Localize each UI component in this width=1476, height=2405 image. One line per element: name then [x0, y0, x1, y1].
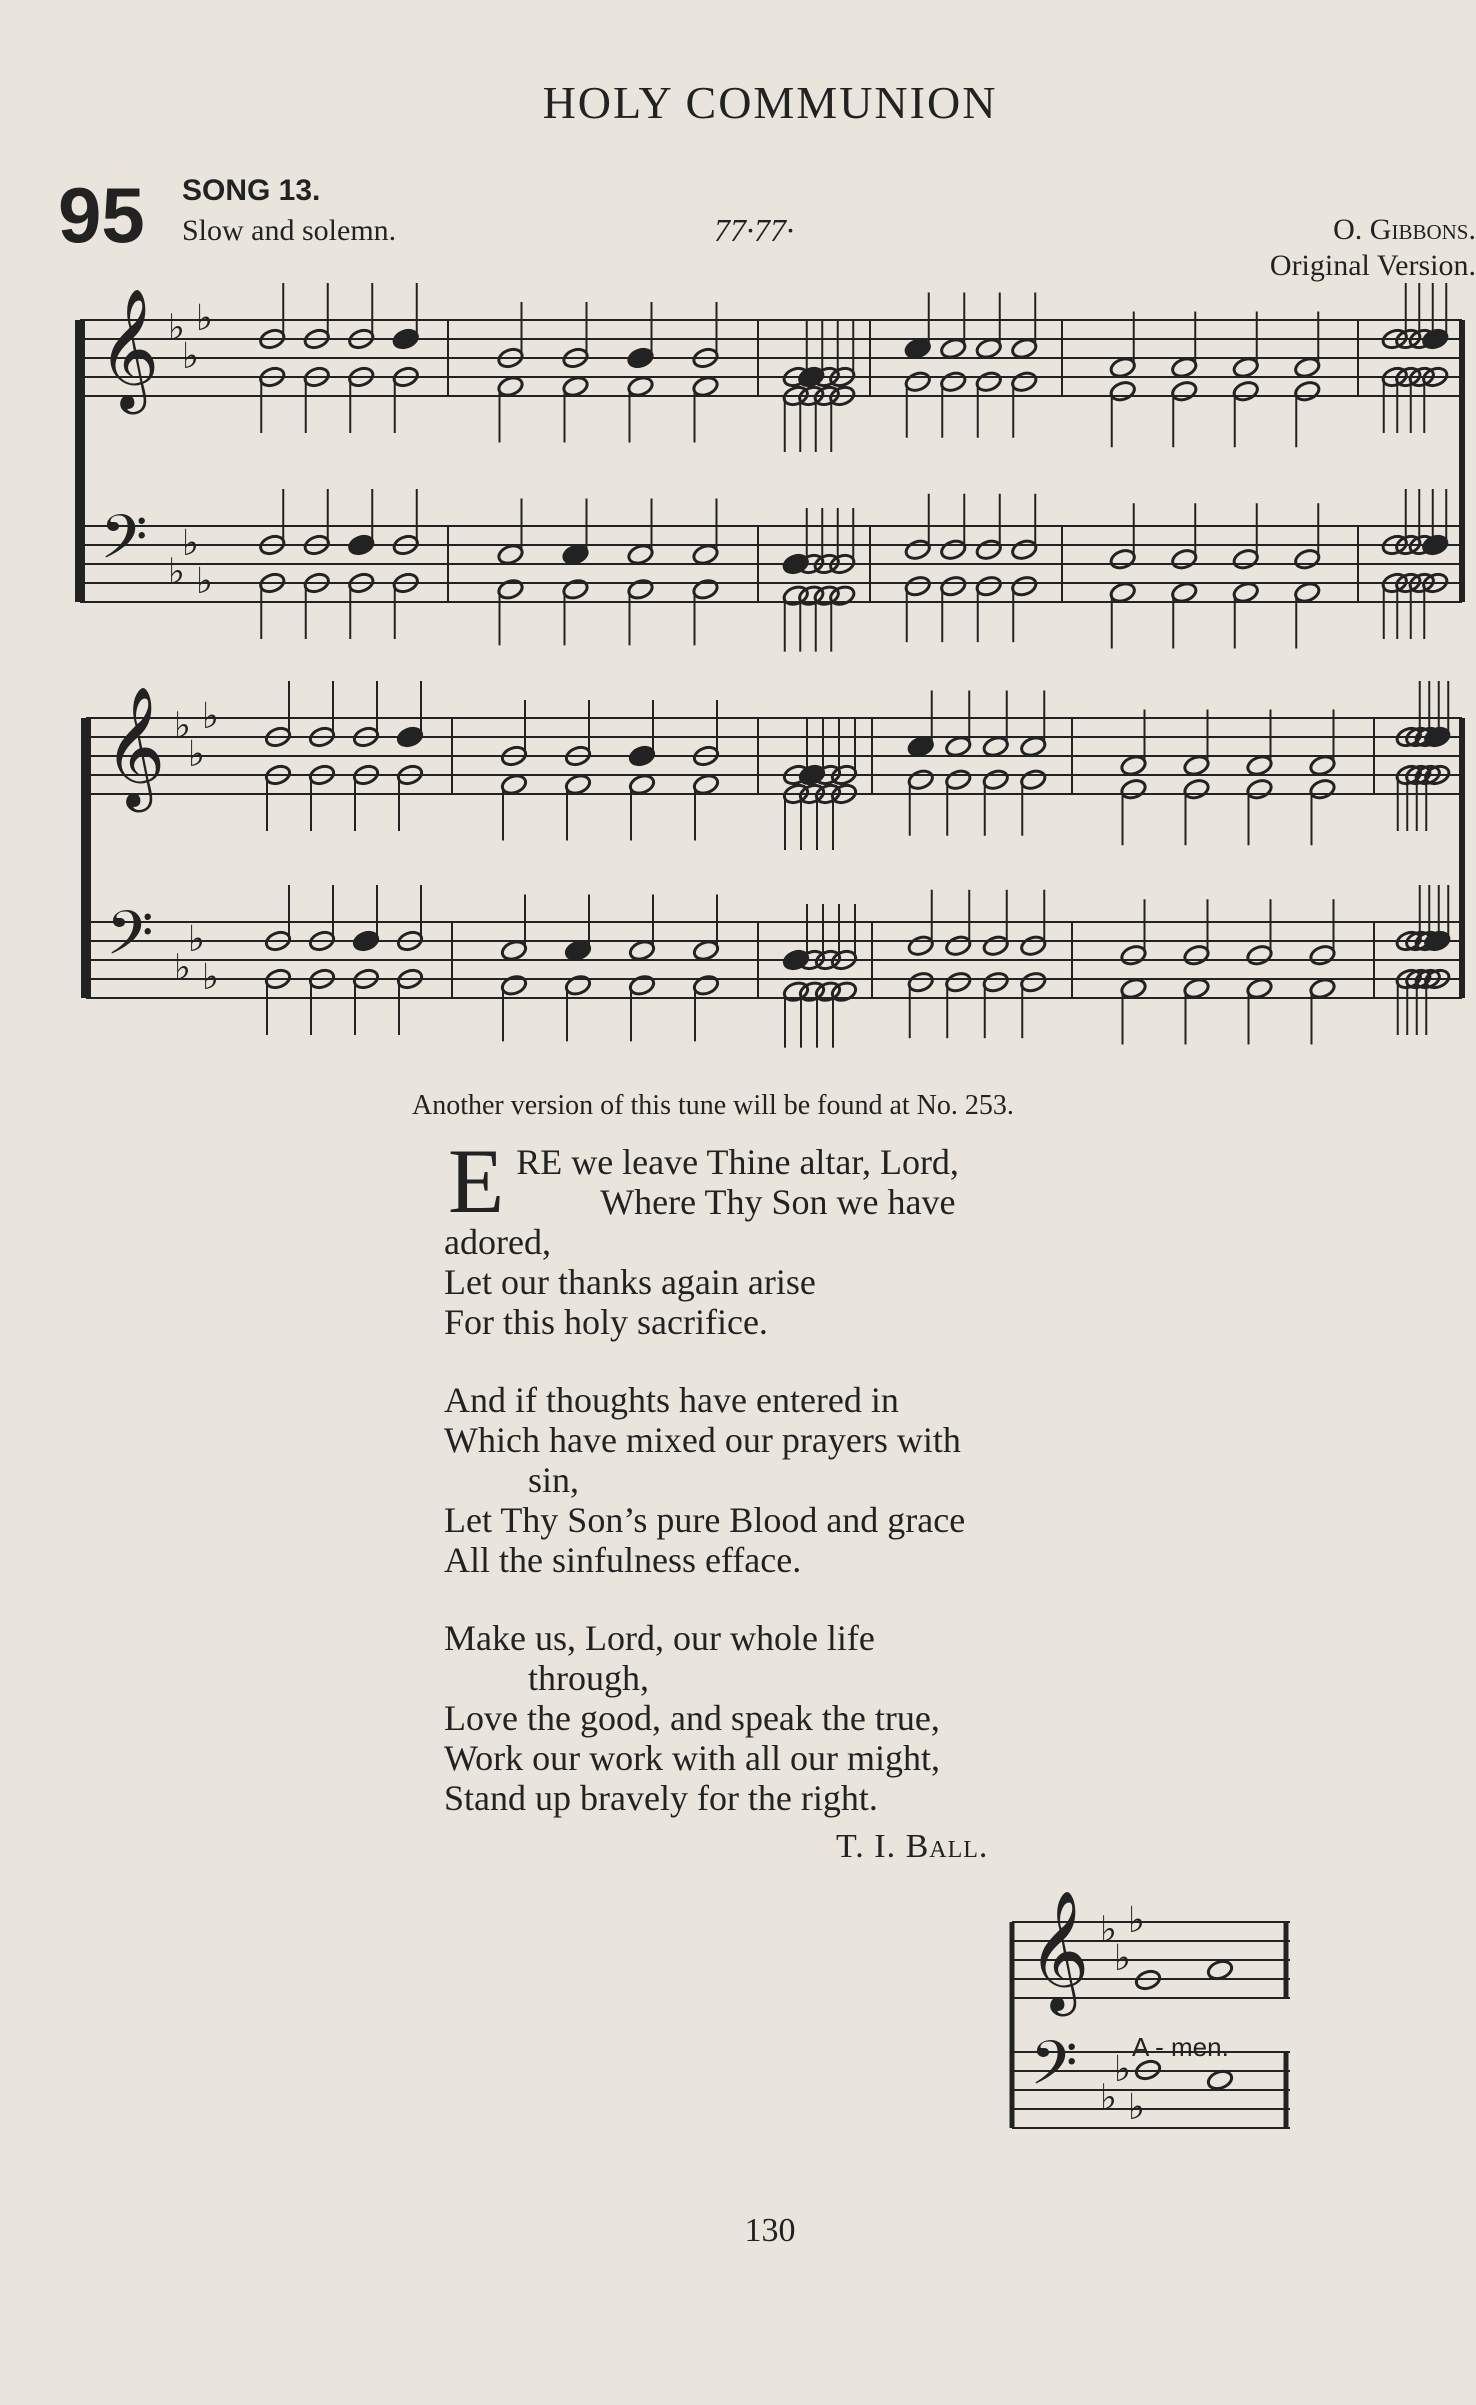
tempo-marking: Slow and solemn.	[182, 214, 397, 247]
half-note	[1119, 778, 1147, 801]
note-head	[628, 744, 656, 767]
page-title: HOLY COMMUNION	[542, 77, 998, 128]
half-note	[500, 974, 528, 997]
verse-line: And if thoughts have entered in	[444, 1380, 899, 1420]
half-note	[907, 934, 935, 957]
half-note	[944, 934, 972, 957]
flat-icon: ♭	[182, 336, 199, 377]
verse-line: For this holy sacrifice.	[444, 1302, 768, 1342]
verse-line: Stand up bravely for the right.	[444, 1778, 878, 1818]
author-credit: T. I. Ball.	[836, 1828, 989, 1865]
bass-clef-icon: 𝄢	[1030, 2028, 1078, 2114]
half-note	[975, 538, 1003, 561]
half-note	[1119, 944, 1147, 967]
half-note	[692, 974, 720, 997]
treble-clef-icon: 𝄞	[98, 287, 160, 409]
verse-2	[444, 1380, 1100, 1580]
half-note	[1109, 548, 1137, 571]
half-note	[1232, 581, 1260, 604]
flat-icon: ♭	[188, 734, 205, 775]
half-note	[1293, 380, 1321, 403]
page-number: 130	[744, 2212, 796, 2249]
half-note	[1119, 754, 1147, 777]
half-note	[1308, 944, 1336, 967]
half-note	[626, 578, 654, 601]
flat-icon: ♭	[188, 919, 205, 960]
note-head	[564, 939, 592, 962]
flat-icon: ♭	[168, 551, 185, 593]
half-note	[982, 768, 1010, 791]
half-note	[975, 575, 1003, 598]
flat-icon: ♭	[174, 705, 191, 747]
half-note	[975, 370, 1003, 393]
verse-line: Make us, Lord, our whole life	[444, 1618, 875, 1658]
half-note	[564, 773, 592, 796]
half-note	[1010, 337, 1038, 360]
half-note	[691, 375, 719, 398]
half-note	[626, 375, 654, 398]
half-note	[691, 543, 719, 566]
flat-icon: ♭	[196, 298, 213, 339]
note-head	[396, 725, 424, 748]
half-note	[1109, 581, 1137, 604]
hymn-text	[444, 1142, 1100, 1856]
half-note	[1010, 370, 1038, 393]
half-note	[1019, 768, 1047, 791]
half-note	[1245, 977, 1273, 1000]
verse-line: adored,	[444, 1222, 551, 1262]
verse-line: Where Thy Son we have	[600, 1182, 956, 1222]
verse-line: RE we leave Thine altar, Lord,	[516, 1142, 959, 1182]
verse-1	[444, 1142, 1100, 1342]
half-note	[982, 735, 1010, 758]
half-note	[691, 578, 719, 601]
half-note	[628, 773, 656, 796]
note-head	[907, 735, 935, 758]
note-head	[626, 346, 654, 369]
half-note	[1293, 581, 1321, 604]
half-note	[626, 543, 654, 566]
flat-icon: ♭	[168, 307, 185, 349]
half-note	[944, 735, 972, 758]
half-note	[1182, 778, 1210, 801]
half-note	[1293, 356, 1321, 379]
half-note	[1182, 944, 1210, 967]
half-note	[907, 971, 935, 994]
treble-clef-icon: 𝄞	[1028, 1889, 1090, 2011]
half-note	[1182, 754, 1210, 777]
drop-cap: E	[448, 1142, 505, 1232]
half-note	[1119, 977, 1147, 1000]
half-note	[1245, 944, 1273, 967]
verse-line: Which have mixed our prayers with	[444, 1420, 961, 1460]
flat-icon: ♭	[182, 523, 199, 564]
flat-icon: ♭	[1128, 1900, 1145, 1941]
half-note	[1245, 778, 1273, 801]
half-note	[944, 768, 972, 791]
flat-icon: ♭	[1100, 1909, 1117, 1951]
note-head	[392, 327, 420, 350]
half-note	[1308, 754, 1336, 777]
composer-name: O. Gibbons.	[1333, 213, 1476, 246]
verse-line: through,	[528, 1658, 649, 1698]
half-note	[944, 971, 972, 994]
half-note	[1170, 356, 1198, 379]
verse-line: sin,	[528, 1460, 580, 1500]
half-note	[496, 543, 524, 566]
half-note	[1109, 356, 1137, 379]
half-note	[907, 768, 935, 791]
half-note	[939, 370, 967, 393]
verse-line: Let our thanks again arise	[444, 1262, 816, 1302]
half-note	[1109, 380, 1137, 403]
note-head	[347, 533, 375, 556]
note-head	[904, 337, 932, 360]
flat-icon: ♭	[1114, 2049, 1131, 2090]
half-note	[982, 971, 1010, 994]
half-note	[1232, 380, 1260, 403]
verse-3	[444, 1618, 1100, 1818]
half-note	[939, 575, 967, 598]
half-note	[1019, 971, 1047, 994]
half-note	[561, 375, 589, 398]
half-note	[1232, 548, 1260, 571]
half-note	[561, 578, 589, 601]
half-note	[1308, 977, 1336, 1000]
flat-icon: ♭	[1128, 2087, 1145, 2128]
half-note	[939, 538, 967, 561]
bass-clef-icon: 𝄢	[106, 898, 154, 984]
half-note	[939, 337, 967, 360]
half-note	[500, 773, 528, 796]
half-note	[975, 337, 1003, 360]
half-note	[1010, 538, 1038, 561]
flat-icon: ♭	[202, 696, 219, 737]
treble-clef-icon: 𝄞	[104, 685, 166, 807]
version-note: Another version of this tune will be found at No. 253.	[412, 1090, 1014, 1121]
half-note	[1019, 934, 1047, 957]
half-note	[1293, 548, 1321, 571]
half-note	[1232, 356, 1260, 379]
flat-icon: ♭	[202, 957, 219, 998]
bass-clef-icon: 𝄢	[100, 502, 148, 588]
verse-line: Work our work with all our might,	[444, 1738, 941, 1778]
half-note	[496, 375, 524, 398]
verse-line: Let Thy Son’s pure Blood and grace	[444, 1500, 966, 1540]
flat-icon: ♭	[1100, 2077, 1117, 2119]
half-note	[564, 974, 592, 997]
flat-icon: ♭	[174, 947, 191, 989]
half-note	[982, 934, 1010, 957]
half-note	[496, 578, 524, 601]
half-note	[904, 538, 932, 561]
amen-lyric: A - men.	[1132, 2032, 1229, 2062]
half-note	[692, 939, 720, 962]
half-note	[1170, 581, 1198, 604]
version-label: Original Version.	[1269, 249, 1476, 282]
half-note	[1170, 380, 1198, 403]
flat-icon: ♭	[1114, 1938, 1131, 1979]
verse-line: Love the good, and speak the true,	[444, 1698, 940, 1738]
song-label: SONG 13.	[182, 174, 321, 207]
half-note	[500, 939, 528, 962]
hymn-number: 95	[58, 171, 145, 259]
half-note	[1308, 778, 1336, 801]
meter: 77·77·	[714, 212, 794, 248]
half-note	[904, 575, 932, 598]
verse-line: All the sinfulness efface.	[444, 1540, 802, 1580]
half-note	[1010, 575, 1038, 598]
half-note	[1182, 977, 1210, 1000]
half-note	[628, 974, 656, 997]
note-head	[561, 543, 589, 566]
flat-icon: ♭	[196, 561, 213, 602]
half-note	[904, 370, 932, 393]
half-note	[628, 939, 656, 962]
half-note	[1245, 754, 1273, 777]
half-note	[1170, 548, 1198, 571]
half-note	[1019, 735, 1047, 758]
half-note	[692, 773, 720, 796]
note-head	[352, 929, 380, 952]
